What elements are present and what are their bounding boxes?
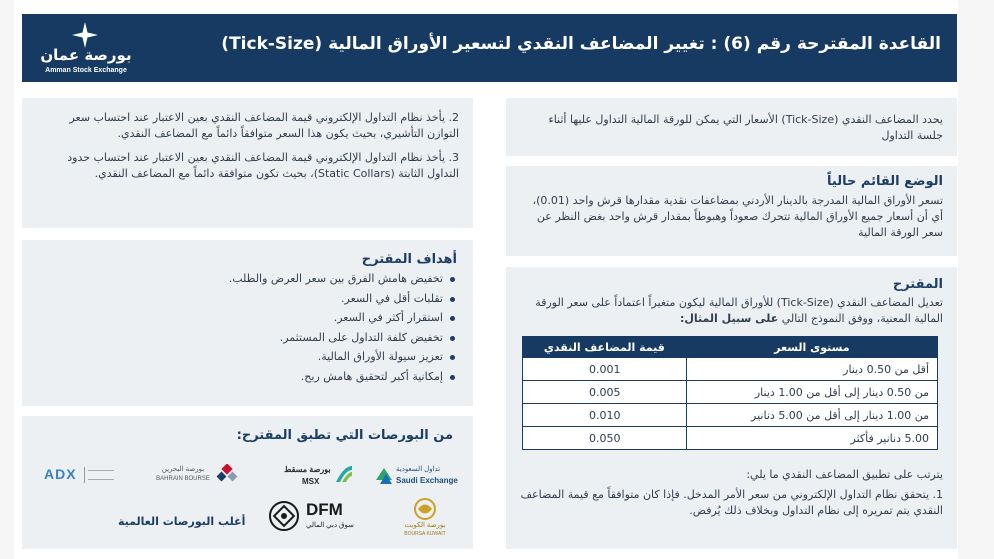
points-panel	[22, 98, 473, 228]
boursa-kuwait-icon	[412, 498, 438, 520]
goals-list	[36, 269, 457, 386]
global-exchanges-text: أغلب البورصات العالمية	[118, 515, 246, 528]
table-cell-value: 0.005	[523, 381, 687, 404]
saudi-exchange-icon	[374, 464, 394, 486]
point-2-text: 2. يأخذ نظام التداول الإلكتروني قيمة المضاعف النقدي بعين الاعتبار عند احتساب سعر التوازن التأشيري، بحيث يكون هذا السعر متوافقاً دائماً مع المضاعف النقدي.	[69, 111, 459, 140]
goals-panel	[22, 240, 473, 406]
dfm-arabic: سوق دبي المالي	[306, 522, 354, 529]
star-logo-icon	[72, 22, 98, 48]
logo-arabic-text: بورصة عمان	[40, 46, 132, 64]
adx-logo	[44, 464, 116, 490]
table-cell-level: من 1.00 دينار إلى أقل من 5.00 دنانير	[686, 404, 937, 427]
table-cell-value: 0.050	[523, 427, 687, 450]
msx-logo	[280, 460, 356, 492]
list-item: استقرار أكثر في السعر.	[36, 308, 457, 328]
boursa-kuwait-english: BOURSA KUWAIT	[404, 531, 446, 537]
table-cell-level: 5.00 دنانير فأكثر	[686, 427, 937, 450]
tick-size-table	[522, 336, 938, 450]
bahrain-bourse-logo	[152, 462, 242, 492]
table-row	[523, 427, 938, 450]
dfm-icon	[268, 500, 300, 532]
bahrain-bourse-icon	[216, 464, 238, 486]
adx-lines	[88, 470, 114, 480]
table-header-row	[523, 337, 938, 358]
proposal-heading: المقترح	[892, 277, 943, 292]
exchanges-heading: من البورصات التي تطبق المقترح:	[236, 428, 453, 443]
bahrain-bourse-arabic: بورصة البحرين	[161, 466, 205, 473]
page-title: القاعدة المقترحة رقم (6) : تغيير المضاعف النقدي لتسعير الأوراق المالية (Tick-Size)	[221, 34, 941, 54]
intro-panel	[506, 98, 957, 156]
header-banner	[22, 14, 957, 82]
dfm-logo	[268, 500, 364, 534]
goals-heading: أهداف المقترح	[361, 252, 457, 267]
msx-english: MSX	[302, 477, 320, 486]
list-item: تخفيض كلفة التداول على المستثمر.	[36, 328, 457, 348]
table-row	[523, 358, 938, 381]
list-item: تقلبات أقل في السعر.	[36, 289, 457, 309]
list-item: إمكانية أكبر لتحقيق هامش ربح.	[36, 367, 457, 387]
intro-text: يحدد المضاعف النقدي (Tick-Size) الأسعار التي يمكن للورقة المالية التداول عليها أثناء جلسة التداول	[548, 113, 943, 142]
proposal-text	[518, 295, 943, 327]
dfm-text: DFM	[306, 500, 343, 519]
proposal-text-bold: على سبيل المثال:	[679, 312, 779, 325]
point-3-text: 3. يأخذ نظام التداول الإلكتروني قيمة المضاعف النقدي بعين الاعتبار عند احتساب حدود التداول الثابتة (Static Collars)، بحيث تكون متوافقة دائماً مع المضاعف النقدي.	[67, 151, 459, 180]
right-frame	[958, 0, 994, 559]
table-row	[523, 404, 938, 427]
amman-stock-exchange-logo	[38, 22, 134, 78]
table-cell-level: أقل من 0.50 دينار	[686, 358, 937, 381]
table-cell-value: 0.001	[523, 358, 687, 381]
boursa-kuwait-logo	[400, 498, 450, 542]
saudi-exchange-english: Saudi Exchange	[396, 476, 458, 485]
table-header-value: قيمة المضاعف النقدي	[523, 337, 687, 358]
adx-divider	[84, 467, 85, 483]
current-status-heading: الوضع القائم حالياً	[827, 174, 943, 189]
bahrain-bourse-english: BAHRAIN BOURSE	[156, 476, 210, 482]
saudi-exchange-logo	[374, 462, 458, 492]
current-status-text: تسعر الأوراق المالية المدرجة بالدينار الأردني بمضاعفات نقدية مقدارها قرش واحد (0.01)، أي أن أسعار جميع الأوراق المالية تتحرك صعوداً وهبوطاً بمقدار قرش واحد بغض النظر عن سعر الورقة المالية	[532, 194, 943, 239]
logo-english-text: Amman Stock Exchange	[45, 67, 127, 74]
list-item: تعزيز سيولة الأوراق المالية.	[36, 347, 457, 367]
adx-text: ADX	[44, 466, 77, 482]
proposal-text-main: تعديل المضاعف النقدي (Tick-Size) للأوراق المالية ليكون متغيراً اعتماداً على سعر الورقة المالية المعنية، ووفق النموذج التالي	[535, 296, 943, 325]
proposal-panel	[506, 267, 957, 549]
msx-arabic: بورصة مسقط	[284, 465, 331, 474]
table-row	[523, 381, 938, 404]
table-header-level: مستوى السعر	[686, 337, 937, 358]
table-cell-level: من 0.50 دينار إلى أقل من 1.00 دينار	[686, 381, 937, 404]
consequence-point-1: 1. يتحقق نظام التداول الإلكتروني من سعر الأمر المدخل. فإذا كان متوافقاً مع قيمة المضاعف النقدي يتم تمريره إلى نظام التداول وبخلاف ذلك يُرفض.	[520, 488, 943, 517]
left-frame	[0, 0, 14, 559]
list-item: تخفيض هامش الفرق بين سعر العرض والطلب.	[36, 269, 457, 289]
current-status-panel	[506, 166, 957, 256]
exchanges-panel	[22, 416, 473, 549]
saudi-exchange-arabic: تداول السعودية	[396, 466, 441, 473]
table-cell-value: 0.010	[523, 404, 687, 427]
consequence-title: يترتب على تطبيق المضاعف النقدي ما يلي:	[746, 468, 943, 481]
msx-icon	[334, 464, 354, 484]
boursa-kuwait-arabic: بورصة الكويت	[404, 522, 446, 529]
